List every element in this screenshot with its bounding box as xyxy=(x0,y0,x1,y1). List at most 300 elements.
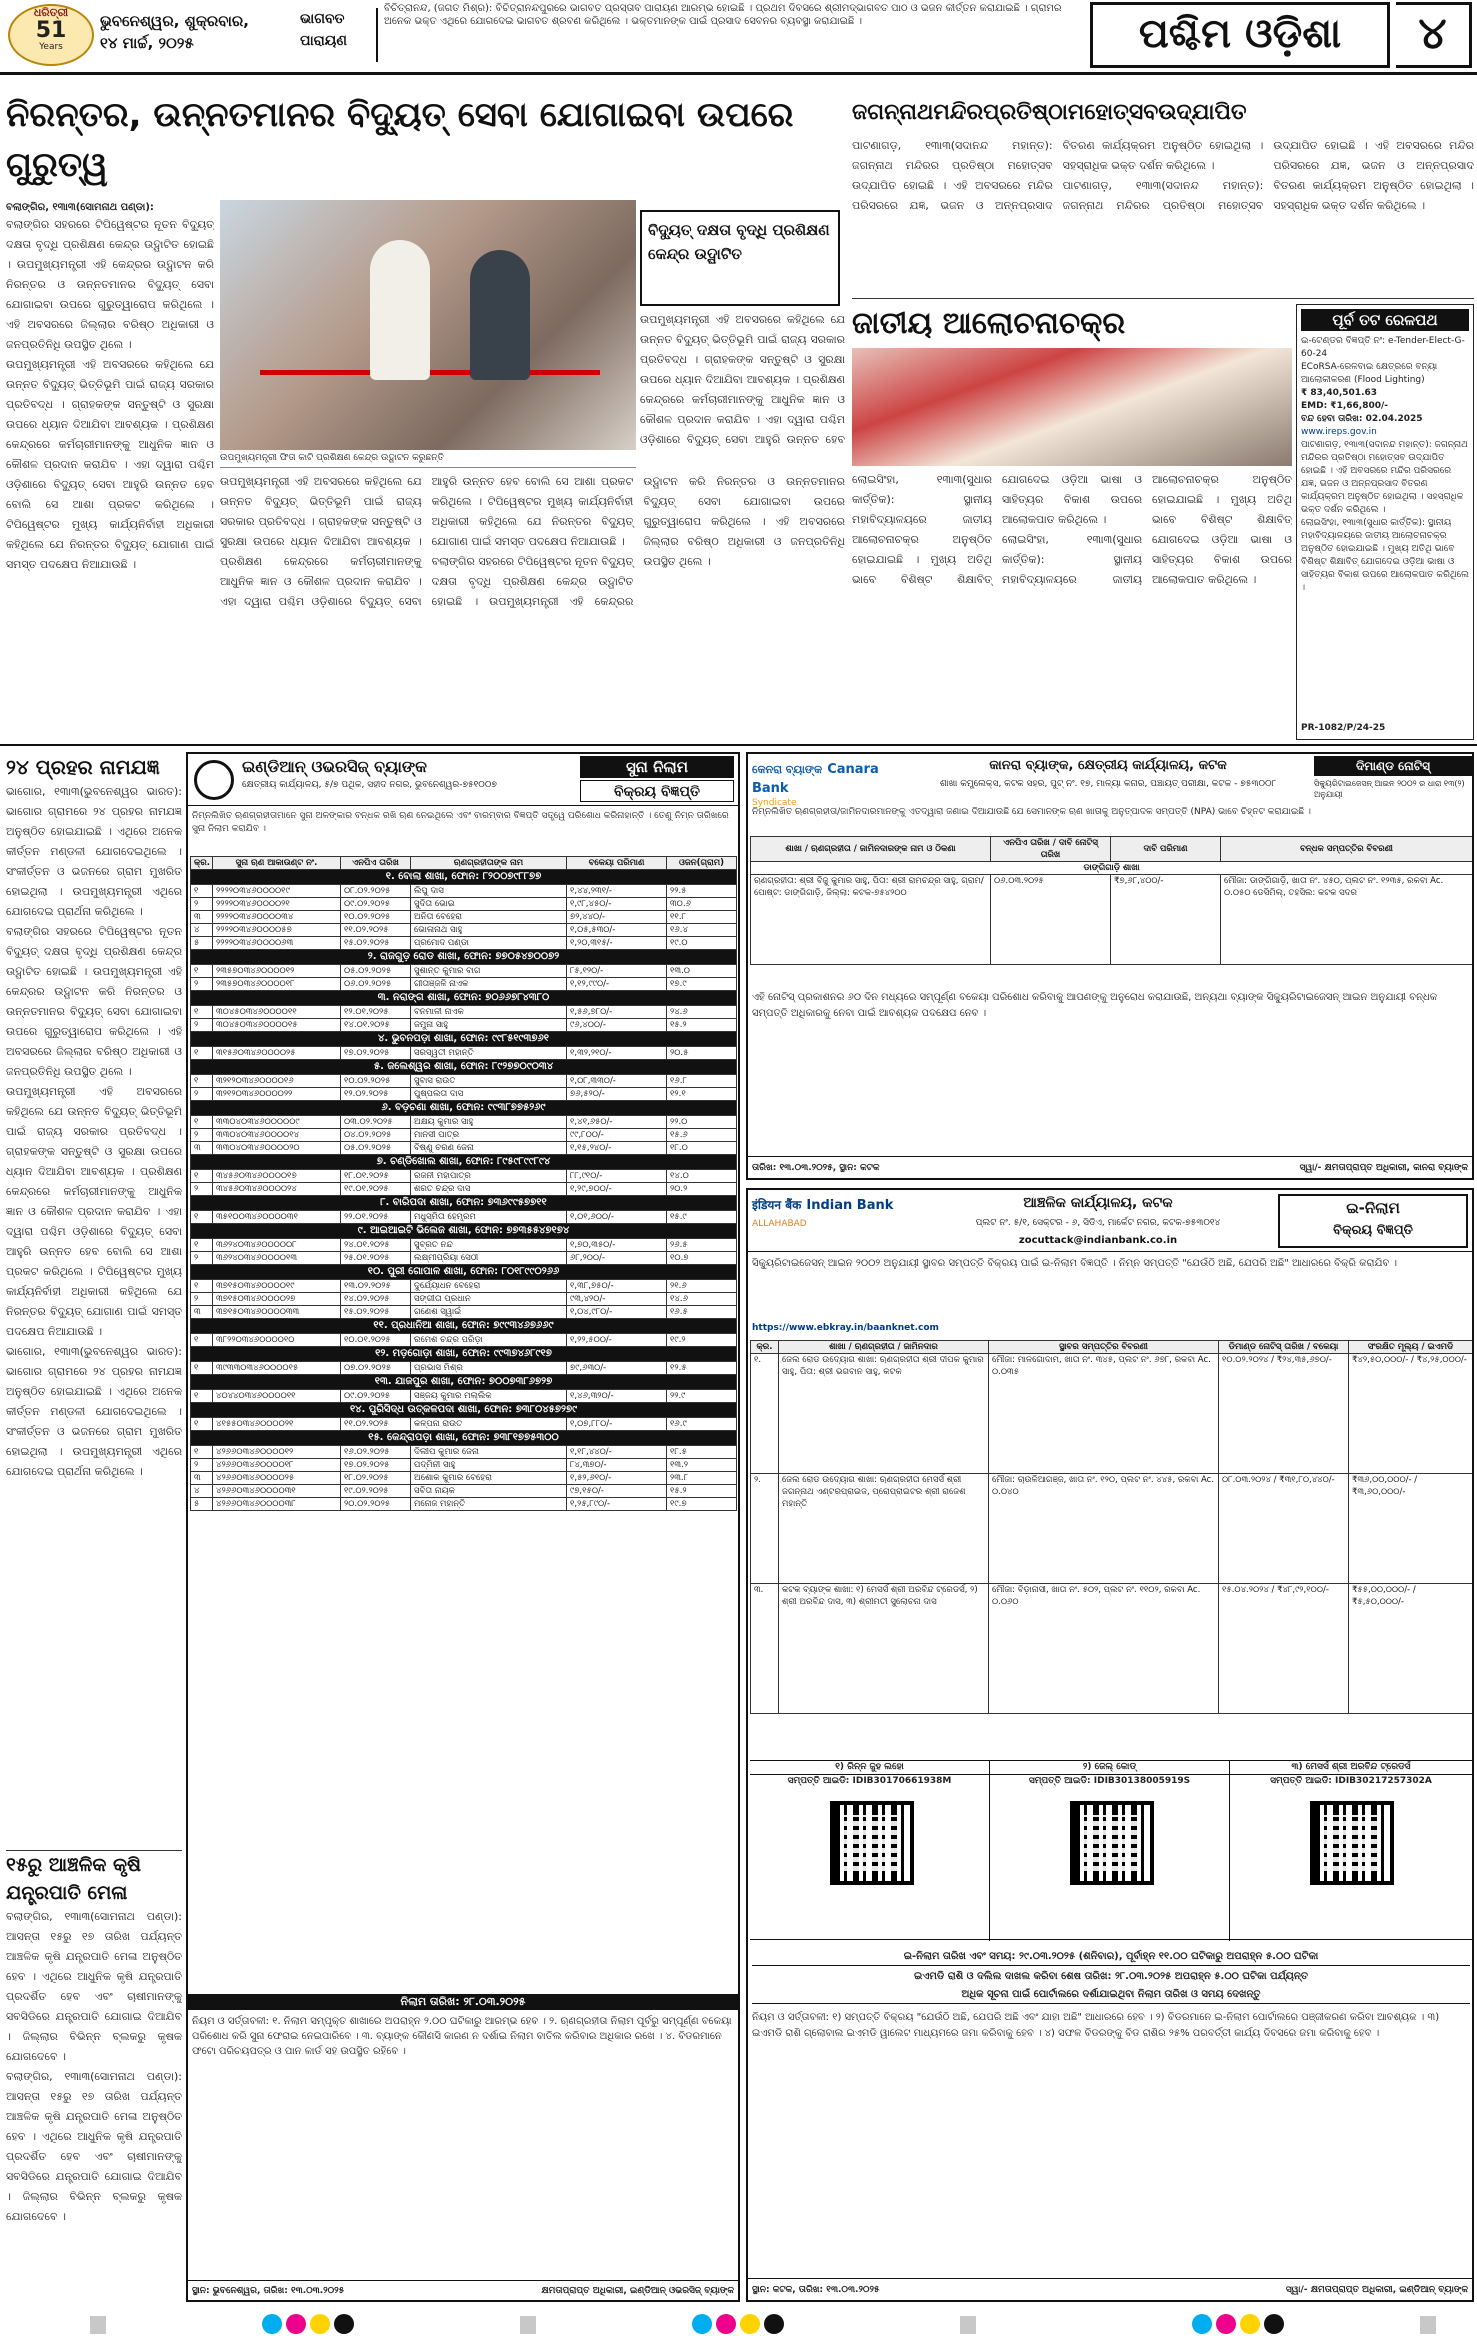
table-cell: ୨୦.୫ xyxy=(667,1047,737,1060)
qr-id: ସମ୍ପତ୍ତି ଆଇଡି: IDIB30217257302A xyxy=(1270,1776,1432,1786)
section-title-box xyxy=(1090,2,1390,68)
table-cell: ୧,୨୯,୭୦୦/- xyxy=(567,1183,667,1196)
branch-header-row xyxy=(191,950,737,965)
krushi-headline: ୧୫ରୁ ଆଞ୍ଚଳିକ କୃଷି ଯନ୍ତ୍ରପାତି ମେଳା xyxy=(6,1854,142,1904)
indian-row-no: ୩. xyxy=(751,1584,779,1714)
table-cell: ୩୫୧୦୦୩୪୬୦୦୦୦୩୧ xyxy=(213,1211,341,1224)
table-cell: ୧୪.୦ xyxy=(667,1170,737,1183)
lead-body-text-2: ବଲାଙ୍ଗିର ସହରରେ ଟିପିୱେଷ୍ଟର ନୂତନ ବିଦ୍ୟୁତ୍ ଦକ୍ଷତା ବୃଦ୍ଧି ପ୍ରଶିକ୍ଷଣ କେନ୍ଦ୍ର ଉଦ୍ଘାଟିତ ହୋଇଛି । ଉପମୁଖ୍ୟମନ୍ତ୍ରୀ ଏହି କେନ୍ଦ୍ରର ଉଦ୍ଘାଟନ କରି ନିରନ୍ତର ଓ ଉନ୍ନତମାନର ବିଦ୍ୟୁତ୍ ସେବା ଯୋଗାଇବା ଉପରେ ଗୁରୁତ୍ୱାରୋପ କରିଥିଲେ । ଏହି ଅବସରରେ ଜିଲ୍ଲାର ବରିଷ୍ଠ ଅଧିକାରୀ ଓ ଜନପ୍ରତିନିଧି ଉପସ୍ଥିତ ଥିଲେ । xyxy=(431,475,845,608)
table-cell: ଲକ୍ଷ୍ମୀପ୍ରିୟା ସେଠୀ xyxy=(411,1252,567,1265)
nine-hour-text-4: ଭାଗୋର, ୧୩ା୩(ଭୁବନେଶ୍ୱର ଭାରତ): ଭାଗୋର ଗ୍ରାମରେ ୨୪ ପ୍ରହର ନାମଯଜ୍ଞ ଅନୁଷ୍ଠିତ ହୋଇଯାଇଛି । ଏଥିରେ ଅନେକ କୀର୍ତ୍ତନ ମଣ୍ଡଳୀ ଯୋଗଦେଇଥିଲେ । ସଂକୀର୍ତ୍ତନ ଓ ଭଜନରେ ଗ୍ରାମ ମୁଖରିତ ହୋଇଥିଲା । ଉପମୁଖ୍ୟମନ୍ତ୍ରୀ ଏଥିରେ ଯୋଗଦେଇ ପ୍ରାର୍ଥନା କରିଥିଲେ । xyxy=(6,1345,182,1478)
qr-label: ୨) ଜେଲ୍ କୋଡ୍ xyxy=(990,1761,1229,1775)
table-row xyxy=(191,1280,737,1293)
table-cell: ୧ xyxy=(191,1280,213,1293)
table-cell: ୧,୫୨,୬୧୦/- xyxy=(567,1472,667,1485)
table-row xyxy=(751,1584,1473,1714)
iob-col-header: ଏନପିଏ ତାରିଖ xyxy=(341,857,411,870)
table-cell: ୨୨୨୨୦୩୪୬୦୦୦୦୨୧ xyxy=(213,898,341,911)
table-row xyxy=(191,911,737,924)
black-dot-icon xyxy=(334,2314,354,2334)
table-cell: ୧୯.୦୧.୨୦୨୫ xyxy=(341,1183,411,1196)
table-cell: ୨ xyxy=(191,978,213,991)
table-cell: ୨୨.୦୧.୨୦୨୫ xyxy=(341,1211,411,1224)
iob-footer-place: ସ୍ଥାନ: ଭୁବନେଶ୍ୱର, ତାରିଖ: ୧୩.୦୩.୨୦୨୫ xyxy=(192,2286,345,2296)
railway-tender xyxy=(1296,304,1474,740)
table-cell: ୨ xyxy=(191,898,213,911)
table-cell: ସୁଶାନ୍ତ କୁମାର ବାଗ xyxy=(411,965,567,978)
indian-row-property: ମୌଜା: ଚାଉଳିଆଗଞ୍ଜ, ଖାତା ନଂ. ୧୨୦, ପ୍ଲଟ ନଂ. ୪୪୫, ରକବା Ac. ୦.୦୪୦ xyxy=(989,1474,1219,1584)
iob-terms: ନିୟମ ଓ ସର୍ତ୍ତାବଳୀ: ୧. ନିଲାମ ସମ୍ପୃକ୍ତ ଶାଖାରେ ଅପରାହ୍ନ ୨.୦୦ ଘଟିକାରୁ ଆରମ୍ଭ ହେବ । ୨. ଋଣଗ୍ରହୀତା ନିଲାମ ପୂର୍ବରୁ ସମ୍ପୂର୍ଣ୍ଣ ବକେୟା ପରିଶୋଧ କରି ସୁନା ଫେରାଇ ନେଇପାରିବେ । ୩. ବ୍ୟାଙ୍କ କୌଣସି କାରଣ ନ ଦର୍ଶାଇ ନିଲାମ ବାତିଲ କରିବାର ଅଧିକାର ରଖେ । ୪. ବିଡରମାନେ ଫଟୋ ପରିଚୟପତ୍ର ଓ ପାନ କାର୍ଡ ସହ ଉପସ୍ଥିତ ରହିବେ । xyxy=(192,2016,732,2057)
table-cell: ୧୫.୨ xyxy=(667,1019,737,1032)
branch-header-row xyxy=(191,1403,737,1418)
section-title: ପଶ୍ଚିମ ଓଡ଼ିଶା xyxy=(1138,11,1342,57)
grey-bar xyxy=(960,2316,976,2334)
table-cell: ୧୯.୦ xyxy=(667,937,737,950)
table-cell: ୦୪.୦୨.୨୦୨୫ xyxy=(341,1129,411,1142)
branch-name: ୧୪. ପୁରିସିଦ୍ଧ ଉତ୍କଳପଦା ଶାଖା, ଫୋନ: ୭୩୮୦୪୫୭୨୭୯ xyxy=(191,1403,737,1418)
table-cell: ୧,୦୧,୬୦୦/- xyxy=(567,1211,667,1224)
canara-branch-row xyxy=(751,862,1473,875)
table-row xyxy=(191,978,737,991)
table-cell: ୧୫.୦୨.୨୦୨୫ xyxy=(341,1306,411,1319)
table-cell: ୦୫.୦୨.୨୦୨୫ xyxy=(341,1142,411,1155)
table-cell: ପ୍ରମୋଦ ପଣ୍ଡା xyxy=(411,937,567,950)
table-cell: ୧,୨୨,୫୦୦/- xyxy=(567,1334,667,1347)
branch-name: ୨. ରାଜଗୁଡ଼ ରୋଡ ଶାଖା, ଫୋନ: ୭୭୦୫୪୭୦୦୭୨ xyxy=(191,950,737,965)
seminar-text-2: ଲୋଇସିଂହା, ୧୩ା୩(ସୁଧାର କାର୍ତ୍ତିକ): ସ୍ଥାନୀୟ ମହାବିଦ୍ୟାଳୟରେ ଜାତୀୟ ଆଲୋଚନାଚକ୍ର ଅନୁଷ୍ଠିତ ହୋଇଯାଇଛି । ମୁଖ୍ୟ ଅତିଥି ଭାବେ ବିଶିଷ୍ଟ ଶିକ୍ଷାବିତ୍ ଯୋଗଦେଇ ଓଡ଼ିଆ ଭାଷା ଓ ସାହିତ୍ୟର ବିକାଶ ଉପରେ ଆଲୋକପାତ କରିଥିଲେ । xyxy=(1002,473,1292,586)
branch-header-row xyxy=(191,1347,737,1362)
canara-syndicate: Syndicate xyxy=(752,798,797,808)
table-cell: ୭୨,୪୪୦/- xyxy=(567,911,667,924)
iob-col-header: ସୁନା ଋଣ ଆକାଉଣ୍ଟ ନଂ. xyxy=(213,857,341,870)
table-cell: ୧୮.୦ xyxy=(667,1142,737,1155)
indian-bank-email[interactable]: zocuttack@indianbank.co.in xyxy=(1018,1235,1178,1246)
iob-office: କ୍ଷେତ୍ରୀୟ କାର୍ଯ୍ୟାଳୟ, ୫/୭ ପଥିକ, ସହୀଦ ନଗର, ଭୁବନେଶ୍ୱର-୭୫୧୦୦୭ xyxy=(242,780,497,790)
indian-footer-place: ସ୍ଥାନ: କଟକ, ତାରିଖ: ୧୩.୦୩.୨୦୨୫ xyxy=(752,2285,880,2295)
table-cell: ୧୮.୫ xyxy=(667,1446,737,1459)
indian-row-no: ୧. xyxy=(751,1354,779,1474)
lead-body-columns xyxy=(220,472,845,740)
table-cell: ବିଷ୍ଣୁ ଚରଣ ଜେନା xyxy=(411,1142,567,1155)
table-cell: ୧୯.୭ xyxy=(667,1498,737,1511)
table-cell: ୮୪,୩୭୦/- xyxy=(567,1459,667,1472)
indian-bank-brand-en: Indian Bank xyxy=(806,1198,894,1213)
table-cell: ୯୭,୧୫୦/- xyxy=(567,1485,667,1498)
tender-work: ECoRSA-ରେଳବାଇ କ୍ଷେତ୍ରରେ ବନ୍ୟା ଆଲୋକୀକରଣ (Flood Lighting) xyxy=(1301,362,1438,385)
table-cell: ସୁବାସ ରାଉତ xyxy=(411,1075,567,1088)
tender-title: ପୂର୍ବ ତଟ ରେଳପଥ xyxy=(1301,309,1469,331)
qr-code-icon[interactable] xyxy=(830,1801,914,1885)
qr-label: ୩) ମେସର୍ସ ଶ୍ରୀ ଅରବିନ୍ଦ ଟ୍ରେଡର୍ସ xyxy=(1230,1761,1472,1775)
table-cell: ୨ xyxy=(191,1459,213,1472)
table-cell: ୧୮.୦୧.୨୦୨୫ xyxy=(341,1170,411,1183)
grey-bar xyxy=(1420,2316,1436,2334)
iob-header xyxy=(188,754,738,806)
grey-bar xyxy=(90,2316,106,2334)
table-cell: ୧୦.୭ xyxy=(667,1252,737,1265)
table-cell: ୦୫.୦୨.୨୦୨୫ xyxy=(341,965,411,978)
table-row xyxy=(751,1354,1473,1474)
qr-code-icon[interactable] xyxy=(1070,1801,1154,1885)
table-row xyxy=(191,885,737,898)
tender-ref: PR-1082/P/24-25 xyxy=(1301,723,1386,733)
iob-sub: ବିକ୍ରୟ ବିଜ୍ଞପ୍ତି xyxy=(580,780,734,802)
table-cell: ୩୨୧୨୦୩୪୬୦୦୦୦୧୬ xyxy=(213,1075,341,1088)
table-cell: ୧ xyxy=(191,1075,213,1088)
table-cell: ୨୨୨୨୦୩୪୬୦୦୦୦୩୪ xyxy=(213,911,341,924)
lead-intro: ବଲାଙ୍ଗିର ସହରରେ ଟିପିୱେଷ୍ଟର ନୂତନ ବିଦ୍ୟୁତ୍ ଦକ୍ଷତା ବୃଦ୍ଧି ପ୍ରଶିକ୍ଷଣ କେନ୍ଦ୍ର ଉଦ୍ଘାଟିତ ହୋଇଛି । ଉପମୁଖ୍ୟମନ୍ତ୍ରୀ ଏହି କେନ୍ଦ୍ରର ଉଦ୍ଘାଟନ କରି ନିରନ୍ତର ଓ ଉନ୍ନତମାନର ବିଦ୍ୟୁତ୍ ସେବା ଯୋଗାଇବା ଉପରେ ଗୁରୁତ୍ୱାରୋପ କରିଥିଲେ । ଏହି ଅବସରରେ ଜିଲ୍ଲାର ବରିଷ୍ଠ ଅଧିକାରୀ ଓ ଜନପ୍ରତିନିଧି ଉପସ୍ଥିତ ଥିଲେ । xyxy=(6,218,214,351)
indian-bank-title-box xyxy=(1278,1194,1468,1248)
table-cell: ୩୪୫୬୦୩୪୬୦୦୦୦୧୭ xyxy=(213,1170,341,1183)
table-row xyxy=(191,1306,737,1319)
table-cell: ୨୨୨୨୦୩୪୬୦୦୦୦୧୯ xyxy=(213,885,341,898)
table-cell: ୪୨୬୬୦୩୪୬୦୦୦୦୩୧ xyxy=(213,1485,341,1498)
table-cell: ୪ xyxy=(191,1485,213,1498)
table-cell: ୪୨୬୬୦୩୪୬୦୦୦୦୨୫ xyxy=(213,1472,341,1485)
canara-brand-en: Canara Bank xyxy=(752,762,879,796)
table-row xyxy=(191,1088,737,1101)
table-cell: ୧୬.୫ xyxy=(667,1306,737,1319)
branch-header-row xyxy=(191,1060,737,1075)
table-cell: ୨୧.୬ xyxy=(667,1280,737,1293)
canara-header-row xyxy=(751,837,1473,862)
table-row xyxy=(191,1183,737,1196)
indian-bank-address: ପ୍ଲଟ ନଂ. ୫/୧, ସେକ୍ଟର - ୬, ସିଡିଏ, ମାର୍କେଟ ନଗର, କଟକ-୭୫୩୦୧୪ xyxy=(975,1218,1221,1228)
temple-text-2: ପାଟଣାଗଡ଼, ୧୩ା୩(ସଦାନନ୍ଦ ମହାନ୍ତ): ଜଗନ୍ନାଥ ମନ୍ଦିରର ପ୍ରତିଷ୍ଠା ମହୋତ୍ସବ ଉଦ୍‌ଯାପିତ ହୋଇଛି । ଏହି ଅବସରରେ ମନ୍ଦିର ପରିସରରେ ଯଜ୍ଞ, ଭଜନ ଓ ଅନ୍ନପ୍ରସାଦ ବିତରଣ କାର୍ଯ୍ୟକ୍ରମ ଅନୁଷ୍ଠିତ ହୋଇଥିଲା । ସହସ୍ରାଧିକ ଭକ୍ତ ଦର୍ଶନ କରିଥିଲେ । xyxy=(1062,139,1474,212)
indian-bank-header-row xyxy=(751,1341,1473,1354)
table-cell: ୨ xyxy=(191,1252,213,1265)
table-row xyxy=(191,898,737,911)
canara-property: ମୌଜା: ଡାଙ୍ଗିଗାଡ଼ି, ଖାତା ନଂ. ୪୫୦, ପ୍ଲଟ ନଂ. ୧୨୩୫, ରକବା Ac. ୦.୦୫୦ ଡେସିମିଲ୍, ତହସିଲ: କଟକ ସଦର xyxy=(1221,875,1473,965)
table-cell: ୨୦.୨ xyxy=(667,1183,737,1196)
table-cell: ୧ xyxy=(191,1211,213,1224)
table-cell: ୧୬.୦୨.୨୦୨୫ xyxy=(341,1446,411,1459)
table-cell: ୪୨୬୬୦୩୪୬୦୦୦୦୩୮ xyxy=(213,1498,341,1511)
table-cell: ୧୨.୦୧.୨୦୨୫ xyxy=(341,1006,411,1019)
seminar-headline: ଜାତୀୟ ଆଲୋଚନାଚକ୍ର xyxy=(852,306,1126,341)
indian-bank-website[interactable]: https://www.ebkray.in/baanknet.com xyxy=(752,1323,939,1333)
table-cell: ୧୯.୦୨.୨୦୨୫ xyxy=(341,1485,411,1498)
table-cell: ପଦ୍ମିନୀ ସାହୁ xyxy=(411,1459,567,1472)
table-row xyxy=(191,1498,737,1511)
canara-notice: ଦିମାଣ୍ଡ ନୋଟିସ୍ xyxy=(1314,756,1472,776)
table-cell: ୩୮୨୨୦୩୪୬୦୦୦୦୧୦ xyxy=(213,1334,341,1347)
table-cell: ୨୨.୦ xyxy=(667,1116,737,1129)
branch-name: ୧୨. ମଡ଼ଗୋଡ଼ା ଶାଖା, ଫୋନ: ୯୯୩୭୪୬୮୯୧୭ xyxy=(191,1347,737,1362)
branch-name: ୧. ବୋଲା ଶାଖା, ଫୋନ: ୮୨୦୦୭୯୮୮୭୭ xyxy=(191,870,737,885)
table-cell: ୨୩୫୭୦୩୪୬୦୦୦୦୧୮ xyxy=(213,978,341,991)
table-cell: ୬୮,୨୦୦/- xyxy=(567,1252,667,1265)
iob-footer xyxy=(188,2280,738,2300)
indian-col-header: ଶାଖା / ଋଣଗ୍ରହୀତା / ଜାମିନଦାର xyxy=(779,1341,989,1354)
branch-header-row xyxy=(191,1101,737,1116)
table-cell: ୨୨.୯ xyxy=(667,1390,737,1403)
tender-site[interactable]: www.ireps.gov.in xyxy=(1301,427,1377,437)
table-row xyxy=(191,1472,737,1485)
table-cell: ଅଶୋକ କୁମାର ବେହେରା xyxy=(411,1472,567,1485)
registration-strip xyxy=(0,2310,1477,2339)
table-cell: ୩୩୦୪୦୩୪୬୦୦୦୦୧୪ xyxy=(213,1129,341,1142)
table-cell: ରମେଶ ଚନ୍ଦ୍ର ପରିଡ଼ା xyxy=(411,1334,567,1347)
table-cell: ୧ xyxy=(191,1116,213,1129)
table-row xyxy=(191,1252,737,1265)
table-row xyxy=(191,1485,737,1498)
table-cell: ୨ xyxy=(191,1183,213,1196)
indian-bank-office: ଆଞ୍ଚଳିକ କାର୍ଯ୍ୟାଳୟ, କଟକ xyxy=(1023,1195,1173,1211)
table-cell: ୪୦୪୪୦୩୪୬୦୦୦୦୧୧ xyxy=(213,1390,341,1403)
table-cell: ଶରତ ଚନ୍ଦ୍ର ଦାସ xyxy=(411,1183,567,1196)
nine-hour-text-3: ଉପମୁଖ୍ୟମନ୍ତ୍ରୀ ଏହି ଅବସରରେ କହିଥିଲେ ଯେ ଉନ୍ନତ ବିଦ୍ୟୁତ୍ ଭିତ୍ତିଭୂମି ପାଇଁ ରାଜ୍ୟ ସରକାର ପ୍ରତିବଦ୍ଧ । ଗ୍ରାହକଙ୍କ ସନ୍ତୁଷ୍ଟି ଓ ସୁରକ୍ଷା ଉପରେ ଧ୍ୟାନ ଦିଆଯିବା ଆବଶ୍ୟକ । ପ୍ରଶିକ୍ଷଣ କେନ୍ଦ୍ରରେ କର୍ମଚାରୀମାନଙ୍କୁ ଆଧୁନିକ ଜ୍ଞାନ ଓ କୌଶଳ ପ୍ରଦାନ କରାଯିବ । ଏହା ଦ୍ୱାରା ପଶ୍ଚିମ ଓଡ଼ିଶାରେ ବିଦ୍ୟୁତ୍ ସେବା ଆହୁରି ଉନ୍ନତ ହେବ ବୋଲି ସେ ଆଶା ପ୍ରକଟ କରିଥିଲେ । ଟିପିୱେଷ୍ଟର ମୁଖ୍ୟ କାର୍ଯ୍ୟନିର୍ବାହୀ ଅଧିକାରୀ କହିଥିଲେ ଯେ ନିରନ୍ତର ବିଦ୍ୟୁତ୍ ଯୋଗାଣ ପାଇଁ ସମସ୍ତ ପଦକ୍ଷେପ ନିଆଯାଉଛି । xyxy=(6,1085,182,1338)
table-cell: ୧ xyxy=(191,1418,213,1431)
nine-hour-text-2: ବଲାଙ୍ଗିର ସହରରେ ଟିପିୱେଷ୍ଟର ନୂତନ ବିଦ୍ୟୁତ୍ ଦକ୍ଷତା ବୃଦ୍ଧି ପ୍ରଶିକ୍ଷଣ କେନ୍ଦ୍ର ଉଦ୍ଘାଟିତ ହୋଇଛି । ଉପମୁଖ୍ୟମନ୍ତ୍ରୀ ଏହି କେନ୍ଦ୍ରର ଉଦ୍ଘାଟନ କରି ନିରନ୍ତର ଓ ଉନ୍ନତମାନର ବିଦ୍ୟୁତ୍ ସେବା ଯୋଗାଇବା ଉପରେ ଗୁରୁତ୍ୱାରୋପ କରିଥିଲେ । ଏହି ଅବସରରେ ଜିଲ୍ଲାର ବରିଷ୍ଠ ଅଧିକାରୀ ଓ ଜନପ୍ରତିନିଧି ଉପସ୍ଥିତ ଥିଲେ । xyxy=(6,925,182,1078)
canara-brand-od: କେନରା ବ୍ୟାଙ୍କ xyxy=(752,763,823,776)
canara-footer-sign: ସ୍ୱା/- କ୍ଷମତାପ୍ରାପ୍ତ ଅଧିକାରୀ, କାନରା ବ୍ୟାଙ୍କ xyxy=(1299,1163,1468,1173)
table-cell: ୨୪.୬ xyxy=(667,1006,737,1019)
table-row xyxy=(191,1334,737,1347)
table-cell: ୧୭.୦୨.୨୦୨୫ xyxy=(341,1047,411,1060)
branch-name: ୧୩. ଯାଜପୁର ଶାଖା, ଫୋନ: ୭୦୦୭୩୮୬୭୨୭ xyxy=(191,1375,737,1390)
anniversary-logo xyxy=(8,4,94,66)
table-cell: ଦୁର୍ଯ୍ୟୋଧନ ବେହେରା xyxy=(411,1280,567,1293)
iob-logo-icon xyxy=(194,760,234,800)
branch-header-row xyxy=(191,991,737,1006)
table-cell: ୧,୭୦,୩୫୦/- xyxy=(567,1239,667,1252)
table-row xyxy=(191,1170,737,1183)
table-cell: ୦୮.୦୨.୨୦୨୫ xyxy=(341,885,411,898)
grey-bar xyxy=(520,2316,536,2334)
indian-row-no: ୨. xyxy=(751,1474,779,1584)
table-cell: ୨୨.୫ xyxy=(667,885,737,898)
table-cell: ୩୦.୬ xyxy=(667,898,737,911)
krushi-story xyxy=(6,1850,182,2300)
column-name xyxy=(300,8,378,62)
table-cell: ୩୩୦୪୦୩୪୬୦୦୦୦୦୯ xyxy=(213,1116,341,1129)
iob-auction-date: ନିଲାମ ତାରିଖ: ୨୮.୦୩.୨୦୨୫ xyxy=(188,1994,738,2010)
temple-rule xyxy=(852,298,1474,299)
table-cell: ୧୯.୨ xyxy=(667,1334,737,1347)
table-cell: ୯୯,୮୦୦/- xyxy=(567,1129,667,1142)
table-row xyxy=(191,1446,737,1459)
branch-header-row xyxy=(191,1196,737,1211)
table-cell: ୧,୩୮,୭୫୦/- xyxy=(567,1280,667,1293)
table-cell: ୧,୦୮,୩୩୦/- xyxy=(567,1075,667,1088)
table-row xyxy=(191,1075,737,1088)
lead-photo-caption xyxy=(220,452,636,468)
qr-block-1 xyxy=(750,1761,990,1941)
table-row xyxy=(191,1418,737,1431)
indian-row-dues: ୦୮.୦୩.୨୦୨୪ / ₹୩୧,୮୦,୪୪୦/- xyxy=(1219,1474,1349,1584)
lead-subhead: ବିଦ୍ୟୁତ୍ ଦକ୍ଷତା ବୃଦ୍ଧି ପ୍ରଶିକ୍ଷଣ କେନ୍ଦ୍ର ଉଦ୍ଘାଟିତ xyxy=(648,221,830,263)
branch-header-row xyxy=(191,1265,737,1280)
iob-table-header xyxy=(191,857,737,870)
iob-col-header: ଋଣଗ୍ରହୀତାଙ୍କ ନାମ xyxy=(411,857,567,870)
qr-block-2 xyxy=(990,1761,1230,1941)
table-cell: ୧୮.୦୨.୨୦୨୫ xyxy=(341,1472,411,1485)
table-cell: ୦୭.୦୨.୨୦୨୫ xyxy=(341,1362,411,1375)
branch-header-row xyxy=(191,1224,737,1239)
black-dot-icon xyxy=(764,2314,784,2334)
table-cell: ସଙ୍ଗୀତା ପ୍ରଧାନ xyxy=(411,1293,567,1306)
table-cell: ୧୧.୮ xyxy=(667,911,737,924)
table-cell: ୧,୨୫,୮୯୦/- xyxy=(567,1498,667,1511)
canara-data-row xyxy=(751,875,1473,965)
branch-name: ୬. ବଡ଼ଚଣା ଶାଖା, ଫୋନ: ୯୯୩୮୭୭୫୨୬୯ xyxy=(191,1101,737,1116)
table-row xyxy=(191,1116,737,1129)
branch-name: ୧୫. କେନ୍ଦ୍ରାପଡ଼ା ଶାଖା, ଫୋନ: ୭୩୮୧୭୭୫୩୦୦ xyxy=(191,1431,737,1446)
table-cell: ମନୋଜ ମହାନ୍ତି xyxy=(411,1498,567,1511)
table-cell: ୪୧୫୫୦୩୪୬୦୦୦୦୨୧ xyxy=(213,1418,341,1431)
branch-header-row xyxy=(191,1431,737,1446)
table-cell: ୩୨୧୨୦୩୪୬୦୦୦୦୨୨ xyxy=(213,1088,341,1101)
table-cell: ୨୨୨୨୦୩୪୬୦୦୦୦୫୭ xyxy=(213,924,341,937)
tender-closing: ବନ୍ଦ ହେବା ତାରିଖ: 02.04.2025 xyxy=(1301,414,1423,424)
table-row xyxy=(191,1293,737,1306)
indian-row-reserve: ₹୪୨,୫୦,୦୦୦/- / ₹୪,୨୫,୦୦୦/- xyxy=(1349,1354,1473,1474)
indian-bank-brand xyxy=(752,1194,922,1248)
lead-photo xyxy=(220,200,636,450)
table-cell: ୩୬୨୪୦୩୪୬୦୦୦୦୧୩ xyxy=(213,1252,341,1265)
table-cell: ୩୭୧୫୦୩୪୬୦୦୦୦୩୩ xyxy=(213,1306,341,1319)
table-cell: ୧୧.୦୨.୨୦୨୫ xyxy=(341,924,411,937)
branch-header-row xyxy=(191,1319,737,1334)
qr-label: ୧) ରିନ୍ନ ଜୁହ ଲହୋ xyxy=(750,1761,989,1775)
temple-headline: ଜଗନ୍ନାଥମନ୍ଦିରପ୍ରତିଷ୍ଠାମହୋତ୍ସବଉଦ୍‌ଯାପିତ xyxy=(852,100,1247,125)
table-cell: ସୁଦିତା ଭୋଇ xyxy=(411,898,567,911)
indian-row-borrower: ଜେଲ ରୋଡ ଉଦ୍ୟୋଗ ଶାଖା: ଋଣଗ୍ରହୀତା ମେସର୍ସ ଶ୍ରୀ ଜଗନ୍ନାଥ ଏଣ୍ଟରପ୍ରାଇଜ, ପ୍ରୋପ୍ରାଇଟର ଶ୍ରୀ ରାଜେଶ ମହାନ୍ତି xyxy=(779,1474,989,1584)
table-cell: ୧,୨୦,୩୧୫/- xyxy=(567,937,667,950)
table-row xyxy=(191,1006,737,1019)
indian-col-header: ଡିମାଣ୍ଡ ନୋଟିସ୍ ତାରିଖ / ବକେୟା xyxy=(1219,1341,1349,1354)
table-cell: ୩ xyxy=(191,1142,213,1155)
table-cell: ୧,୦୭,୮୮୦/- xyxy=(567,1418,667,1431)
indian-row-dues: ୧୫.୦୪.୨୦୨୪ / ₹୪୮,୯୨,୧୦୦/- xyxy=(1219,1584,1349,1714)
branch-header-row xyxy=(191,1155,737,1170)
table-cell: ପୁଷ୍ପଲତା ଦାସ xyxy=(411,1088,567,1101)
iob-table-body xyxy=(191,870,737,1511)
canara-col-3: ଦାବି ପରିମାଣ xyxy=(1111,837,1221,862)
table-cell: ୨୩.୮ xyxy=(667,1472,737,1485)
magenta-dot-icon xyxy=(716,2314,736,2334)
yellow-dot-icon xyxy=(1240,2314,1260,2334)
indian-bank-allahabad: ALLAHABAD xyxy=(752,1219,807,1229)
color-dots xyxy=(260,2314,380,2336)
tender-notice-no: ଇ-ଟେଣ୍ଡର ବିଜ୍ଞପ୍ତି ନଂ: e-Tender-Elect-G-60-24 xyxy=(1301,336,1465,359)
yellow-dot-icon xyxy=(310,2314,330,2334)
table-row xyxy=(191,1239,737,1252)
temple-body xyxy=(852,136,1474,296)
krushi-text-2: ବଲାଙ୍ଗିର, ୧୩ା୩(ସୋମନାଥ ପଣ୍ଡା): ଆସନ୍ତା ୧୫ରୁ ୧୭ ତାରିଖ ପର୍ଯ୍ୟନ୍ତ ଆଞ୍ଚଳିକ କୃଷି ଯନ୍ତ୍ରପାତି ମେଳା ଅନୁଷ୍ଠିତ ହେବ । ଏଥିରେ ଆଧୁନିକ କୃଷି ଯନ୍ତ୍ରପାତି ପ୍ରଦର୍ଶିତ ହେବ ଏବଂ ଚାଷୀମାନଙ୍କୁ ସବସିଡିରେ ଯନ୍ତ୍ରପାତି ଯୋଗାଇ ଦିଆଯିବ । ଜିଲ୍ଲାର ବିଭିନ୍ନ ବ୍ଲକରୁ କୃଷକ ଯୋଗଦେବେ । xyxy=(6,2070,182,2223)
masthead-rule xyxy=(0,72,1477,75)
table-cell: ୮୮,୯୧୦/- xyxy=(567,1170,667,1183)
branch-name: ୪. ଭୁବନପଡ଼ା ଶାଖା, ଫୋନ: ୯୯୮୫୧୯୩୭୬୧ xyxy=(191,1032,737,1047)
seminar-photo xyxy=(852,348,1292,466)
table-cell: ୪୨୬୬୦୩୪୬୦୦୦୦୧୨ xyxy=(213,1446,341,1459)
cyan-dot-icon xyxy=(692,2314,712,2334)
table-cell: ୩ xyxy=(191,1306,213,1319)
column-name-1: ଭାଗବତ xyxy=(300,11,345,27)
table-cell: ୧ xyxy=(191,1446,213,1459)
lead-photo-caption-text: ଉପମୁଖ୍ୟମନ୍ତ୍ରୀ ଫିତା କାଟି ପ୍ରଶିକ୍ଷଣ କେନ୍ଦ୍ର ଉଦ୍ଘାଟନ କରୁଛନ୍ତି xyxy=(220,453,444,463)
table-cell: ୧୩.୨ xyxy=(667,1459,737,1472)
indian-terms: ନିୟମ ଓ ସର୍ତ୍ତାବଳୀ: ୧) ସମ୍ପତ୍ତି ବିକ୍ରୟ "ଯେଉଁଠି ଅଛି, ଯେପରି ଅଛି ଏବଂ ଯାହା ଅଛି" ଆଧାରରେ ହେବ । ୨) ବିଡରମାନେ ଇ-ନିଲାମ ପୋର୍ଟାଲରେ ପଞ୍ଜୀକରଣ କରିବା ଆବଶ୍ୟକ । ୩) ଇଏମଡି ରାଶି ଗ୍ଲୋବାଲ ଇଏମଡି ୱାଲେଟ ମାଧ୍ୟମରେ ଜମା କରିବାକୁ ହେବ । ୪) ସଫଳ ବିଡରଙ୍କୁ ବିଡ ରାଶିର ୨୫% ପରବର୍ତ୍ତୀ କାର୍ଯ୍ୟ ଦିବସରେ ଜମା କରିବାକୁ ହେବ । xyxy=(752,2012,1440,2039)
anniversary-sub: Years xyxy=(39,42,63,52)
color-dots xyxy=(1190,2314,1310,2336)
indian-bank-advert xyxy=(746,1188,1474,2302)
canara-npa: ୦୬.୦୩.୨୦୨୫ xyxy=(991,875,1111,965)
table-cell: ୧୧.୦୨.୨୦୨୫ xyxy=(341,1418,411,1431)
qr-code-icon[interactable] xyxy=(1310,1801,1394,1885)
canara-notice-sub: ସିକ୍ୟୁରିଟାଇଜେସନ୍ ଆଇନ ୨୦୦୨ ର ଧାରା ୧୩(୨) ଅନୁଯାୟୀ xyxy=(1314,779,1465,799)
indian-bank-brand-hi: इंडियन बैंक xyxy=(752,1198,802,1212)
anniversary-number: 51 xyxy=(35,18,67,43)
temple-text: ପାଟଣାଗଡ଼, ୧୩ା୩(ସଦାନନ୍ଦ ମହାନ୍ତ): ଜଗନ୍ନାଥ ମନ୍ଦିରର ପ୍ରତିଷ୍ଠା ମହୋତ୍ସବ ଉଦ୍‌ଯାପିତ ହୋଇଛି । ଏହି ଅବସରରେ ମନ୍ଦିର ପରିସରରେ ଯଜ୍ଞ, ଭଜନ ଓ ଅନ୍ନପ୍ରସାଦ ବିତରଣ କାର୍ଯ୍ୟକ୍ରମ ଅନୁଷ୍ଠିତ ହୋଇଥିଲା । ସହସ୍ରାଧିକ ଭକ୍ତ ଦର୍ଶନ କରିଥିଲେ । xyxy=(852,139,1264,212)
indian-row-reserve: ₹୫୫,୦୦,୦୦୦/- / ₹୫,୫୦,୦୦୦/- xyxy=(1349,1584,1473,1714)
table-cell: ୧,୧୨,୯୯୦/- xyxy=(567,978,667,991)
nine-hour-story xyxy=(6,752,182,1842)
iob-tag: ସୁନା ନିଲାମ xyxy=(580,756,734,778)
indian-col-header: ସଂରକ୍ଷିତ ମୂଲ୍ୟ / ଇଏମଡି xyxy=(1349,1341,1473,1354)
table-cell: ୦୬.୦୨.୨୦୨୫ xyxy=(341,978,411,991)
table-cell: ୧୪.୬ xyxy=(667,1293,737,1306)
table-cell: ୫ xyxy=(191,937,213,950)
indian-footer-sign: ସ୍ୱା/- କ୍ଷମତାପ୍ରାପ୍ତ ଅଧିକାରୀ, ଇଣ୍ଡିଆନ୍ ବ୍ୟାଙ୍କ xyxy=(1285,2285,1468,2295)
table-cell: ୧୨.୫ xyxy=(667,1362,737,1375)
table-cell: ୧,୧୮,୪୪୦/- xyxy=(567,1446,667,1459)
table-cell: ବନମାଳୀ ନାଏକ xyxy=(411,1006,567,1019)
table-cell: ୨ xyxy=(191,1019,213,1032)
canara-table xyxy=(750,836,1473,965)
table-cell: ଅକ୍ଷୟ କୁମାର ସାହୁ xyxy=(411,1116,567,1129)
table-cell: ସୁବ୍ରତ ନନ୍ଦ xyxy=(411,1239,567,1252)
cyan-dot-icon xyxy=(262,2314,282,2334)
indian-col-header: ସ୍ଥାବର ସମ୍ପତ୍ତିର ବିବରଣୀ xyxy=(989,1341,1219,1354)
table-cell: ୧ xyxy=(191,1170,213,1183)
table-cell: ଗୀତାଞ୍ଜଳି ନାଏକ xyxy=(411,978,567,991)
table-cell: ୩୭୧୫୦୩୪୬୦୦୦୦୨୭ xyxy=(213,1293,341,1306)
magenta-dot-icon xyxy=(1216,2314,1236,2334)
lead-intro-continued: ଉପମୁଖ୍ୟମନ୍ତ୍ରୀ ଏହି ଅବସରରେ କହିଥିଲେ ଯେ ଉନ୍ନତ ବିଦ୍ୟୁତ୍ ଭିତ୍ତିଭୂମି ପାଇଁ ରାଜ୍ୟ ସରକାର ପ୍ରତିବଦ୍ଧ । ଗ୍ରାହକଙ୍କ ସନ୍ତୁଷ୍ଟି ଓ ସୁରକ୍ଷା ଉପରେ ଧ୍ୟାନ ଦିଆଯିବା ଆବଶ୍ୟକ । ପ୍ରଶିକ୍ଷଣ କେନ୍ଦ୍ରରେ କର୍ମଚାରୀମାନଙ୍କୁ ଆଧୁନିକ ଜ୍ଞାନ ଓ କୌଶଳ ପ୍ରଦାନ କରାଯିବ । ଏହା ଦ୍ୱାରା ପଶ୍ଚିମ ଓଡ଼ିଶାରେ ବିଦ୍ୟୁତ୍ ସେବା ଆହୁରି ଉନ୍ନତ ହେବ ବୋଲି ସେ ଆଶା ପ୍ରକଟ କରିଥିଲେ । ଟିପିୱେଷ୍ଟର ମୁଖ୍ୟ କାର୍ଯ୍ୟନିର୍ବାହୀ ଅଧିକାରୀ କହିଥିଲେ ଯେ ନିରନ୍ତର ବିଦ୍ୟୁତ୍ ଯୋଗାଣ ପାଇଁ ସମସ୍ତ ପଦକ୍ଷେପ ନିଆଯାଉଛି । xyxy=(6,358,214,571)
seminar-body xyxy=(852,470,1292,740)
table-cell: ୧୬.୮ xyxy=(667,1075,737,1088)
black-dot-icon xyxy=(1264,2314,1284,2334)
branch-header-row xyxy=(191,1032,737,1047)
branch-name: ୯. ଆଇଆଇଟି ଭିଲେଜ ଶାଖା, ଫୋନ: ୭୭୩୫୫୪୭୧୭୪ xyxy=(191,1224,737,1239)
canara-amount: ₹୭,୬୮,୪୦୦/- xyxy=(1111,875,1221,965)
branch-header-row xyxy=(191,870,737,885)
tender-body: ପାଟଣାଗଡ଼, ୧୩ା୩(ସଦାନନ୍ଦ ମହାନ୍ତ): ଜଗନ୍ନାଥ ମନ୍ଦିରର ପ୍ରତିଷ୍ଠା ମହୋତ୍ସବ ଉଦ୍‌ଯାପିତ ହୋଇଛି । ଏହି ଅବସରରେ ମନ୍ଦିର ପରିସରରେ ଯଜ୍ଞ, ଭଜନ ଓ ଅନ୍ନପ୍ରସାଦ ବିତରଣ କାର୍ଯ୍ୟକ୍ରମ ଅନୁଷ୍ଠିତ ହୋଇଥିଲା । ସହସ୍ରାଧିକ ଭକ୍ତ ଦର୍ଶନ କରିଥିଲେ । xyxy=(1301,440,1468,515)
table-cell: ୩ xyxy=(191,1472,213,1485)
table-cell: ୧ xyxy=(191,1362,213,1375)
indian-footer xyxy=(748,2278,1472,2300)
table-row xyxy=(191,1390,737,1403)
lead-body-text: ଉପମୁଖ୍ୟମନ୍ତ୍ରୀ ଏହି ଅବସରରେ କହିଥିଲେ ଯେ ଉନ୍ନତ ବିଦ୍ୟୁତ୍ ଭିତ୍ତିଭୂମି ପାଇଁ ରାଜ୍ୟ ସରକାର ପ୍ରତିବଦ୍ଧ । ଗ୍ରାହକଙ୍କ ସନ୍ତୁଷ୍ଟି ଓ ସୁରକ୍ଷା ଉପରେ ଧ୍ୟାନ ଦିଆଯିବା ଆବଶ୍ୟକ । ପ୍ରଶିକ୍ଷଣ କେନ୍ଦ୍ରରେ କର୍ମଚାରୀମାନଙ୍କୁ ଆଧୁନିକ ଜ୍ଞାନ ଓ କୌଶଳ ପ୍ରଦାନ କରାଯିବ । ଏହା ଦ୍ୱାରା ପଶ୍ଚିମ ଓଡ଼ିଶାରେ ବିଦ୍ୟୁତ୍ ସେବା ଆହୁରି ଉନ୍ନତ ହେବ ବୋଲି ସେ ଆଶା ପ୍ରକଟ କରିଥିଲେ । ଟିପିୱେଷ୍ଟର ମୁଖ୍ୟ କାର୍ଯ୍ୟନିର୍ବାହୀ ଅଧିକାରୀ କହିଥିଲେ ଯେ ନିରନ୍ତର ବିଦ୍ୟୁତ୍ ଯୋଗାଣ ପାଇଁ ସମସ୍ତ ପଦକ୍ଷେପ ନିଆଯାଉଛି । xyxy=(220,475,634,608)
ribbon-icon xyxy=(260,370,600,375)
table-cell: ଅନିତା ବେହେରା xyxy=(411,911,567,924)
yellow-dot-icon xyxy=(740,2314,760,2334)
lead-left-column xyxy=(6,200,214,740)
table-cell: ୧୬.୯ xyxy=(667,1418,737,1431)
branch-header-row xyxy=(191,1375,737,1390)
table-cell: ୧୪.୦୧.୨୦୨୫ xyxy=(341,1019,411,1032)
indian-row-dues: ୧୦.୦୨.୨୦୨୪ / ₹୨୪,୩୫,୬୭୦/- xyxy=(1219,1354,1349,1474)
krushi-text: ବଲାଙ୍ଗିର, ୧୩ା୩(ସୋମନାଥ ପଣ୍ଡା): ଆସନ୍ତା ୧୫ରୁ ୧୭ ତାରିଖ ପର୍ଯ୍ୟନ୍ତ ଆଞ୍ଚଳିକ କୃଷି ଯନ୍ତ୍ରପାତି ମେଳା ଅନୁଷ୍ଠିତ ହେବ । ଏଥିରେ ଆଧୁନିକ କୃଷି ଯନ୍ତ୍ରପାତି ପ୍ରଦର୍ଶିତ ହେବ ଏବଂ ଚାଷୀମାନଙ୍କୁ ସବସିଡିରେ ଯନ୍ତ୍ରପାତି ଯୋଗାଇ ଦିଆଯିବ । ଜିଲ୍ଲାର ବିଭିନ୍ନ ବ୍ଲକରୁ କୃଷକ ଯୋଗଦେବେ । xyxy=(6,1910,182,2063)
table-cell: ୮୫,୧୨୦/- xyxy=(567,965,667,978)
table-cell: ୩୬୨୪୦୩୪୬୦୦୦୦୦୮ xyxy=(213,1239,341,1252)
middle-rule xyxy=(0,744,1477,746)
person-figure-icon xyxy=(470,250,530,380)
table-cell: ୪୨୬୬୦୩୪୬୦୦୦୦୧୮ xyxy=(213,1459,341,1472)
table-cell: ୧୨.୧ xyxy=(667,1088,737,1101)
